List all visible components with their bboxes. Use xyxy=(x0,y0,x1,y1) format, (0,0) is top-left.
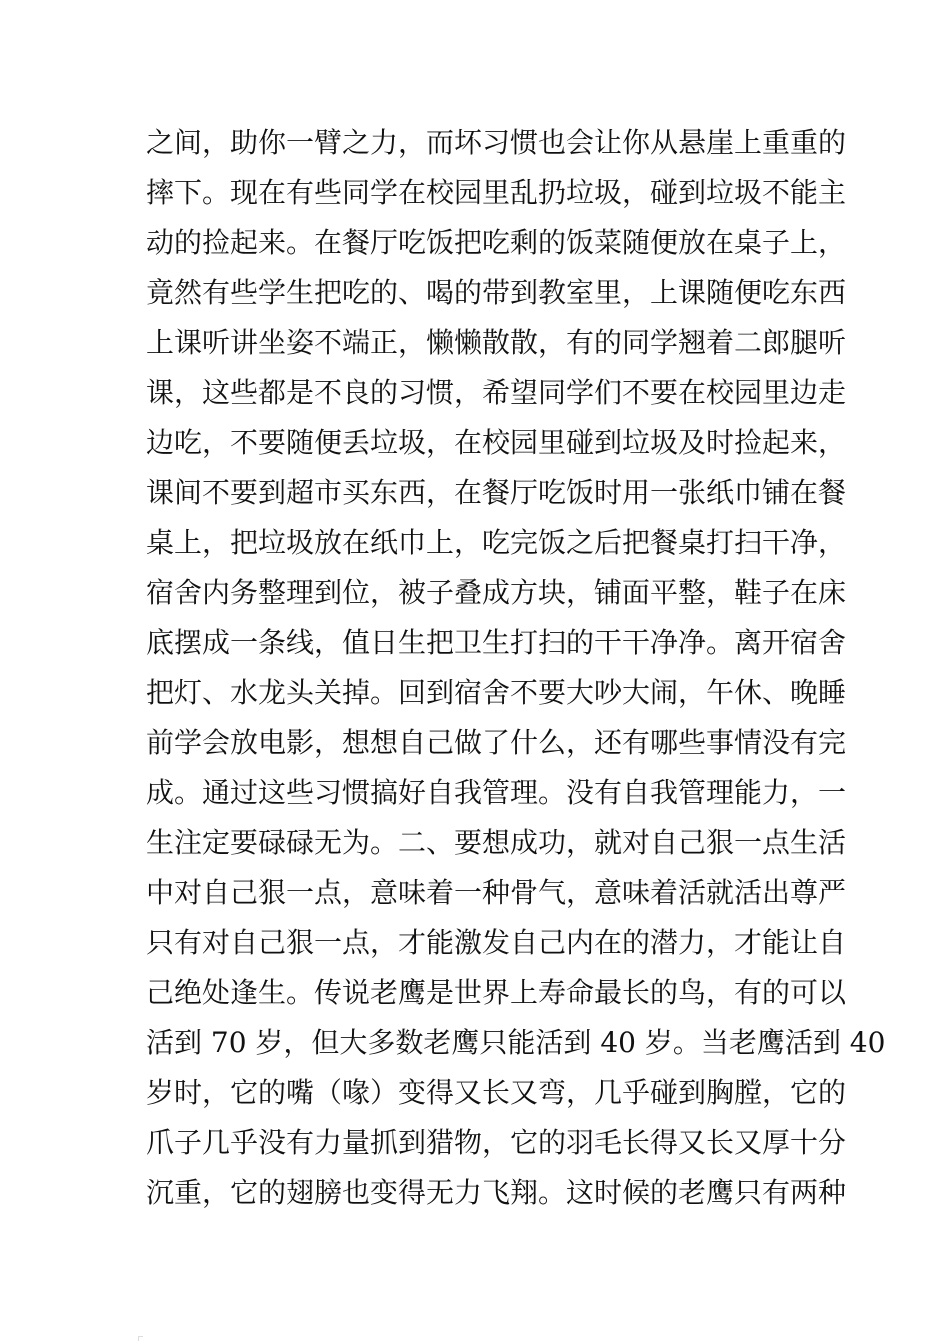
text-line: 只有对自己狠一点，才能激发自己内在的潜力，才能让自 xyxy=(146,926,847,959)
page-corner-mark xyxy=(138,1336,143,1341)
text-line: 底摆成一条线，值日生把卫生打扫的干干净净。离开宿舍 xyxy=(146,626,847,659)
text-line: 桌上，把垃圾放在纸巾上，吃完饭之后把餐桌打扫干净， xyxy=(146,526,847,559)
text-line: 己绝处逢生。传说老鹰是世界上寿命最长的鸟，有的可以 xyxy=(146,976,847,1009)
body-text xyxy=(146,118,886,1218)
text-line: 岁时，它的嘴（喙）变得又长又弯，几乎碰到胸膛，它的 xyxy=(146,1076,847,1109)
text-line: 成。通过这些习惯搞好自我管理。没有自我管理能力，一 xyxy=(146,776,847,809)
text-line: 爪子几乎没有力量抓到猎物，它的羽毛长得又长又厚十分 xyxy=(146,1126,847,1159)
text-line: 生注定要碌碌无为。二、要想成功，就对自己狠一点生活 xyxy=(146,826,847,859)
text-line: 宿舍内务整理到位，被子叠成方块，铺面平整，鞋子在床 xyxy=(146,576,847,609)
text-line: 把灯、水龙头关掉。回到宿舍不要大吵大闹，午休、晚睡 xyxy=(146,676,847,709)
text-line: 边吃，不要随便丢垃圾，在校园里碰到垃圾及时捡起来， xyxy=(146,426,847,459)
text-line: 活到 70 岁，但大多数老鹰只能活到 40 岁。当老鹰活到 40 xyxy=(146,1026,886,1059)
text-line: 沉重，它的翅膀也变得无力飞翔。这时候的老鹰只有两种 xyxy=(146,1176,847,1209)
text-line: 课间不要到超市买东西，在餐厅吃饭时用一张纸巾铺在餐 xyxy=(146,476,847,509)
text-line: 上课听讲坐姿不端正，懒懒散散，有的同学翘着二郎腿听 xyxy=(146,326,847,359)
text-line: 课，这些都是不良的习惯，希望同学们不要在校园里边走 xyxy=(146,376,847,409)
text-line: 动的捡起来。在餐厅吃饭把吃剩的饭菜随便放在桌子上， xyxy=(146,226,847,259)
text-line: 前学会放电影，想想自己做了什么，还有哪些事情没有完 xyxy=(146,726,847,759)
text-line: 摔下。现在有些同学在校园里乱扔垃圾，碰到垃圾不能主 xyxy=(146,176,847,209)
text-line: 竟然有些学生把吃的、喝的带到教室里，上课随便吃东西 xyxy=(146,276,847,309)
text-line: 之间，助你一臂之力，而坏习惯也会让你从悬崖上重重的 xyxy=(146,126,847,159)
text-line: 中对自己狠一点，意味着一种骨气，意味着活就活出尊严 xyxy=(146,876,847,909)
